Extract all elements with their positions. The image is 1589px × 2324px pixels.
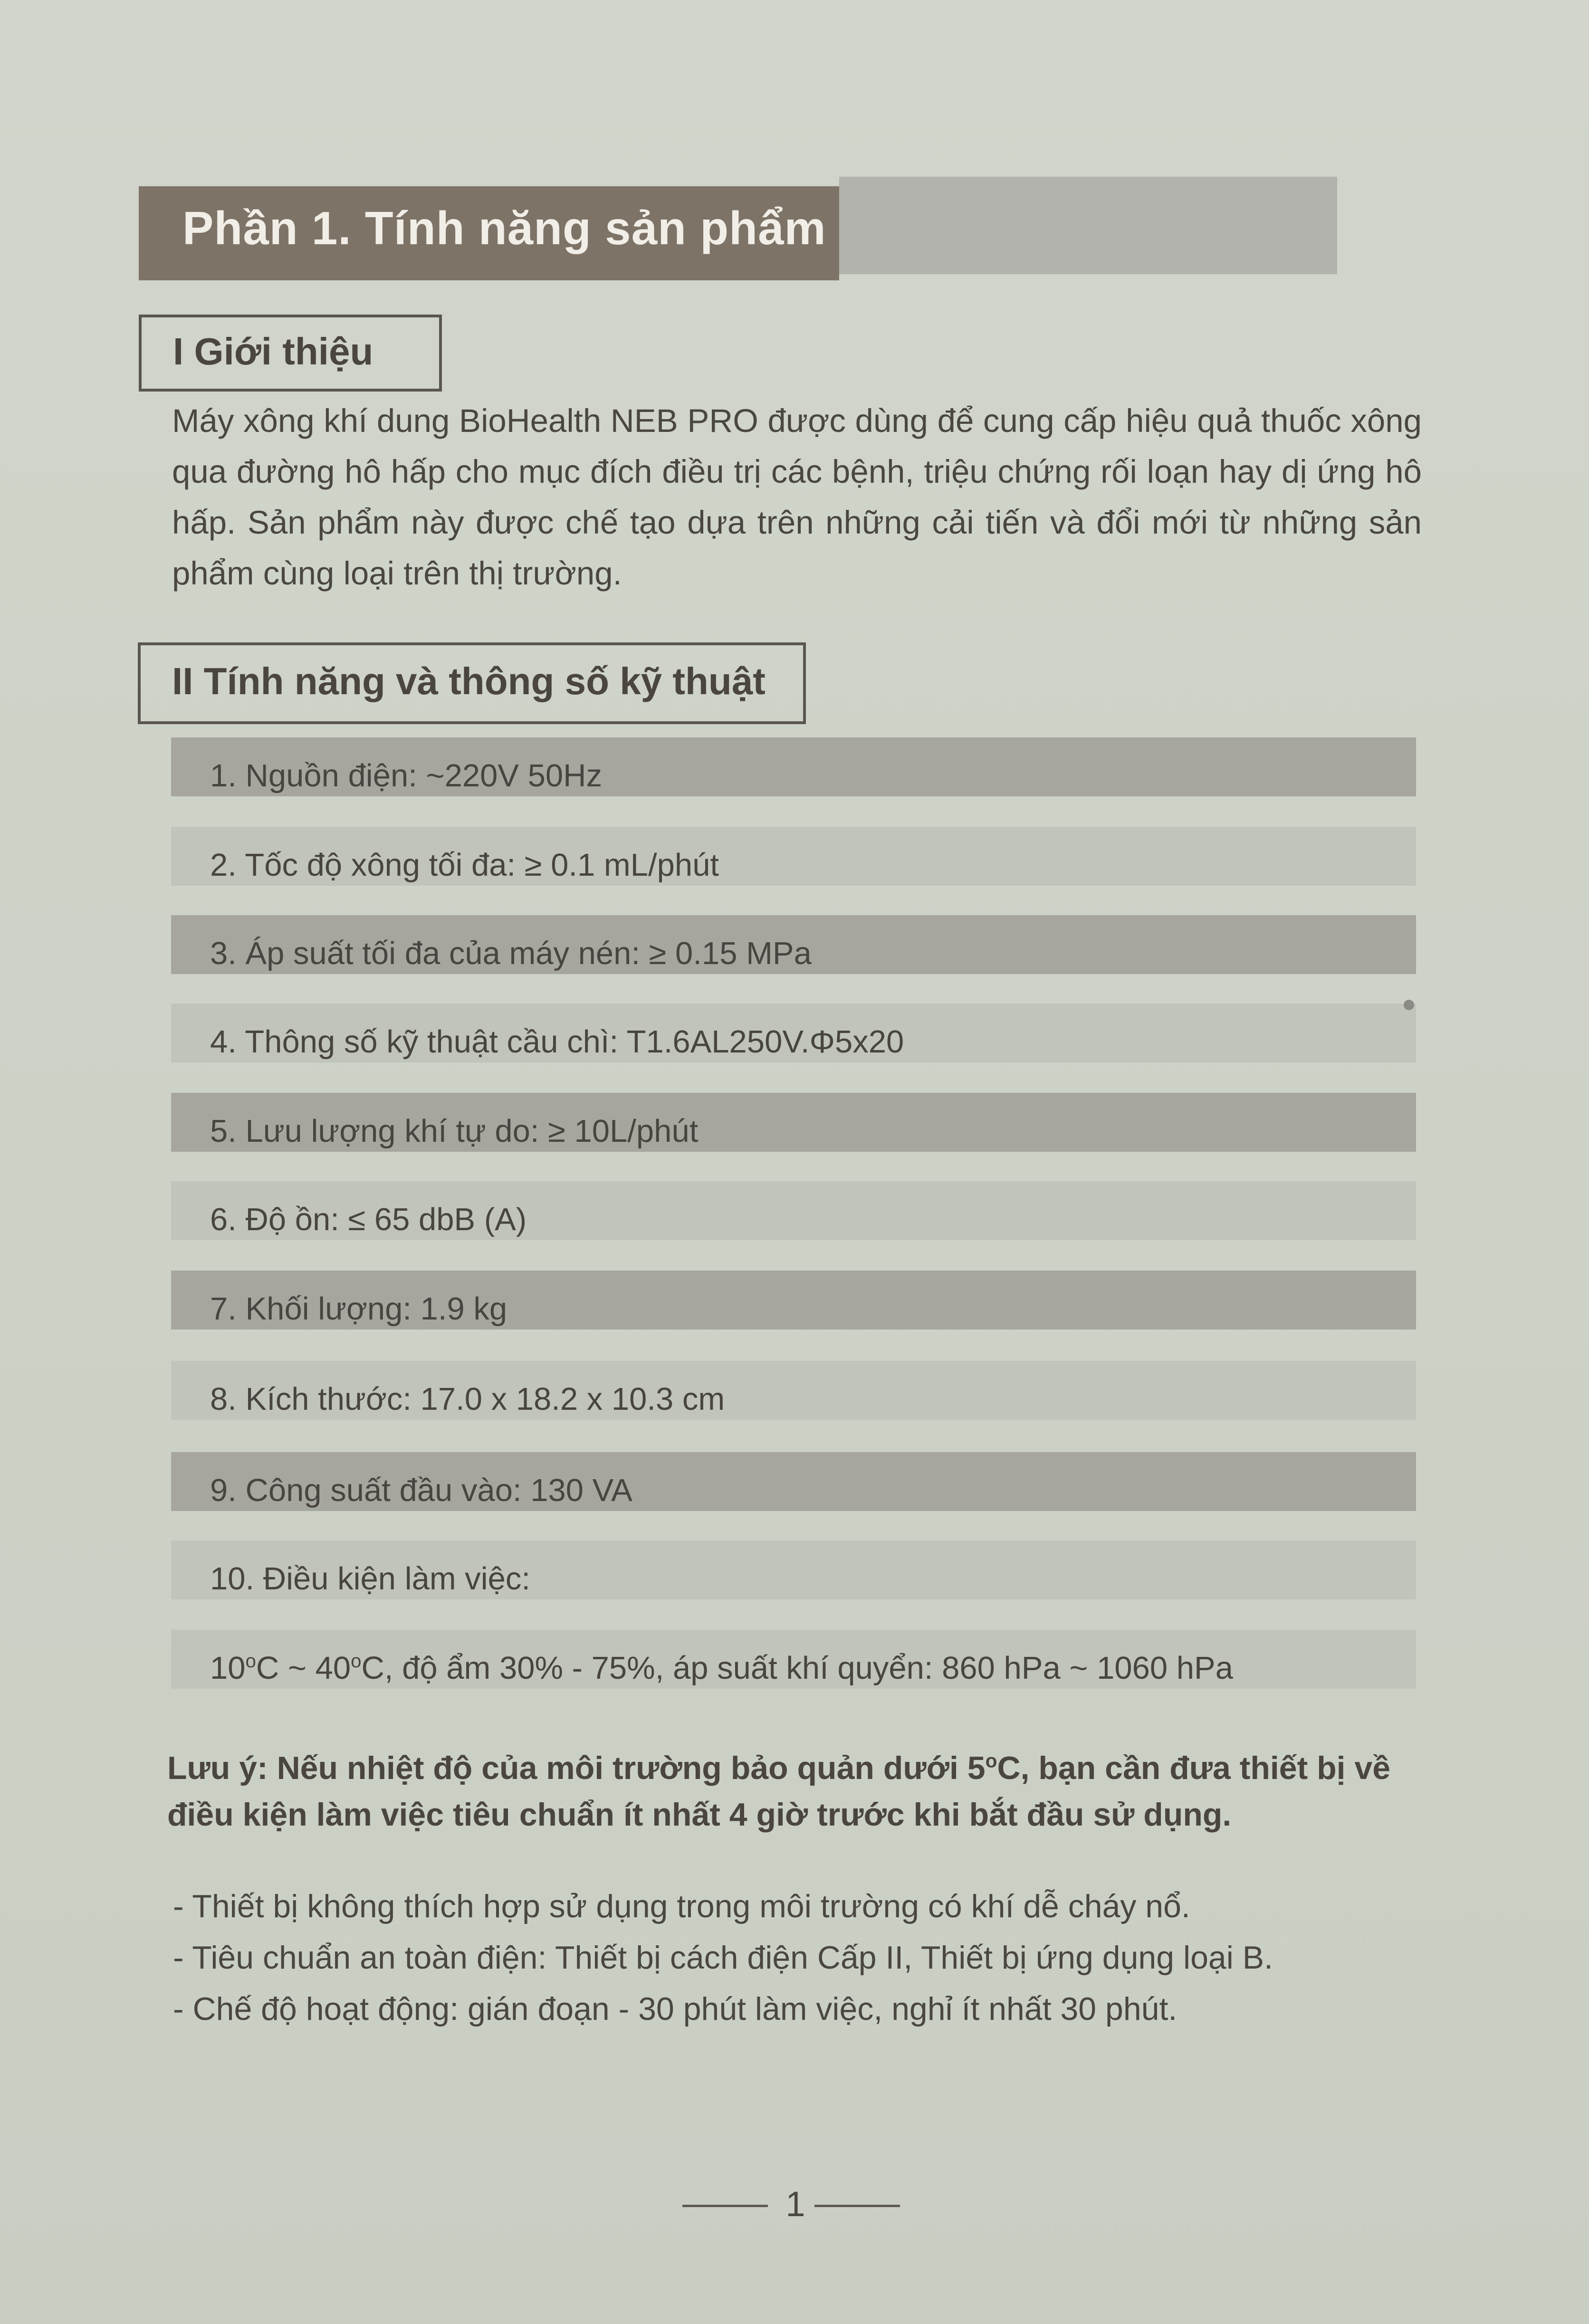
section-heading-specs-label: II Tính năng và thông số kỹ thuật: [172, 660, 766, 702]
part-title: Phần 1. Tính năng sản phẩm: [182, 202, 826, 254]
note-part2: C, bạn cần đưa thiết bị về điều kiện làm việc tiêu chuẩn ít nhất 4 giờ trước khi bắt đầu sử dụng.: [167, 1750, 1391, 1833]
list-item: - Thiết bị không thích hợp sử dụng trong môi trường có khí dễ cháy nổ.: [173, 1888, 1190, 1924]
spec-row: [171, 1004, 1416, 1062]
footer-rule-right: [814, 2205, 900, 2207]
section-heading-intro-label: I Giới thiệu: [173, 330, 373, 373]
section-heading-intro: [139, 315, 442, 392]
list-item: - Tiêu chuẩn an toàn điện: Thiết bị cách điện Cấp II, Thiết bị ứng dụng loại B.: [173, 1940, 1273, 1976]
conditions-rest: C, độ ẩm 30% - 75%, áp suất khí quyển: 860 hPa ~ 1060 hPa: [361, 1650, 1233, 1686]
spec-row: [171, 1540, 1416, 1599]
spec-text: 1. Nguồn điện: ~220V 50Hz: [210, 758, 603, 794]
page-number-footer: [0, 2182, 1589, 2229]
degree-sign: o: [985, 1750, 997, 1772]
spec-row: [171, 1452, 1416, 1511]
part-title-banner-light: [839, 177, 1337, 274]
degree-sign: o: [351, 1650, 362, 1672]
spec-row: [171, 1361, 1416, 1420]
spec-text: 2. Tốc độ xông tối đa: ≥ 0.1 mL/phút: [210, 847, 719, 883]
spec-text: 3. Áp suất tối đa của máy nén: ≥ 0.15 MPa: [210, 936, 812, 971]
spec-text: 9. Công suất đầu vào: 130 VA: [210, 1473, 632, 1508]
temp-min: 10: [210, 1650, 246, 1686]
spec-text: 6. Độ ồn: ≤ 65 dbB (A): [210, 1202, 527, 1237]
page-number: 1: [785, 2184, 805, 2224]
spec-text: 8. Kích thước: 17.0 x 18.2 x 10.3 cm: [210, 1381, 725, 1417]
temp-range: C ~ 40: [256, 1650, 351, 1686]
spec-row: [171, 915, 1416, 974]
part-title-banner: [139, 177, 1337, 280]
spec-row-conditions: [171, 1630, 1416, 1689]
section-heading-specs: [138, 642, 806, 724]
conditions-text: [210, 1650, 1233, 1686]
spec-row: [171, 1093, 1416, 1152]
print-speck: [1404, 1000, 1414, 1010]
list-item: - Chế độ hoạt động: gián đoạn - 30 phút làm việc, nghỉ ít nhất 30 phút.: [173, 1991, 1177, 2027]
spec-row: [171, 827, 1416, 886]
spec-row: [171, 737, 1416, 796]
degree-sign: o: [245, 1650, 256, 1672]
bullet-list: [173, 1881, 1408, 2035]
spec-text: 7. Khối lượng: 1.9 kg: [210, 1291, 507, 1327]
spec-text: 4. Thông số kỹ thuật cầu chì: T1.6AL250V.Φ5x20: [210, 1024, 904, 1060]
spec-row: [171, 1181, 1416, 1240]
spec-text: 10. Điều kiện làm việc:: [210, 1561, 531, 1597]
footer-rule-left: [682, 2205, 768, 2207]
intro-paragraph: Máy xông khí dung BioHealth NEB PRO được dùng để cung cấp hiệu quả thuốc xông qua đường hô hấp cho mục đích điều trị các bệnh, triệu chứng rối loạn hay dị ứng hô hấp. Sản phẩm này được chế tạo dựa trên những cải tiến và đổi mới từ những sản phẩm cùng loại trên thị trường.: [172, 402, 1422, 592]
spec-text: 5. Lưu lượng khí tự do: ≥ 10L/phút: [210, 1113, 699, 1149]
note-warning: [167, 1745, 1431, 1838]
note-part1: Lưu ý: Nếu nhiệt độ của môi trường bảo quản dưới 5: [167, 1750, 986, 1786]
spec-row: [171, 1271, 1416, 1329]
